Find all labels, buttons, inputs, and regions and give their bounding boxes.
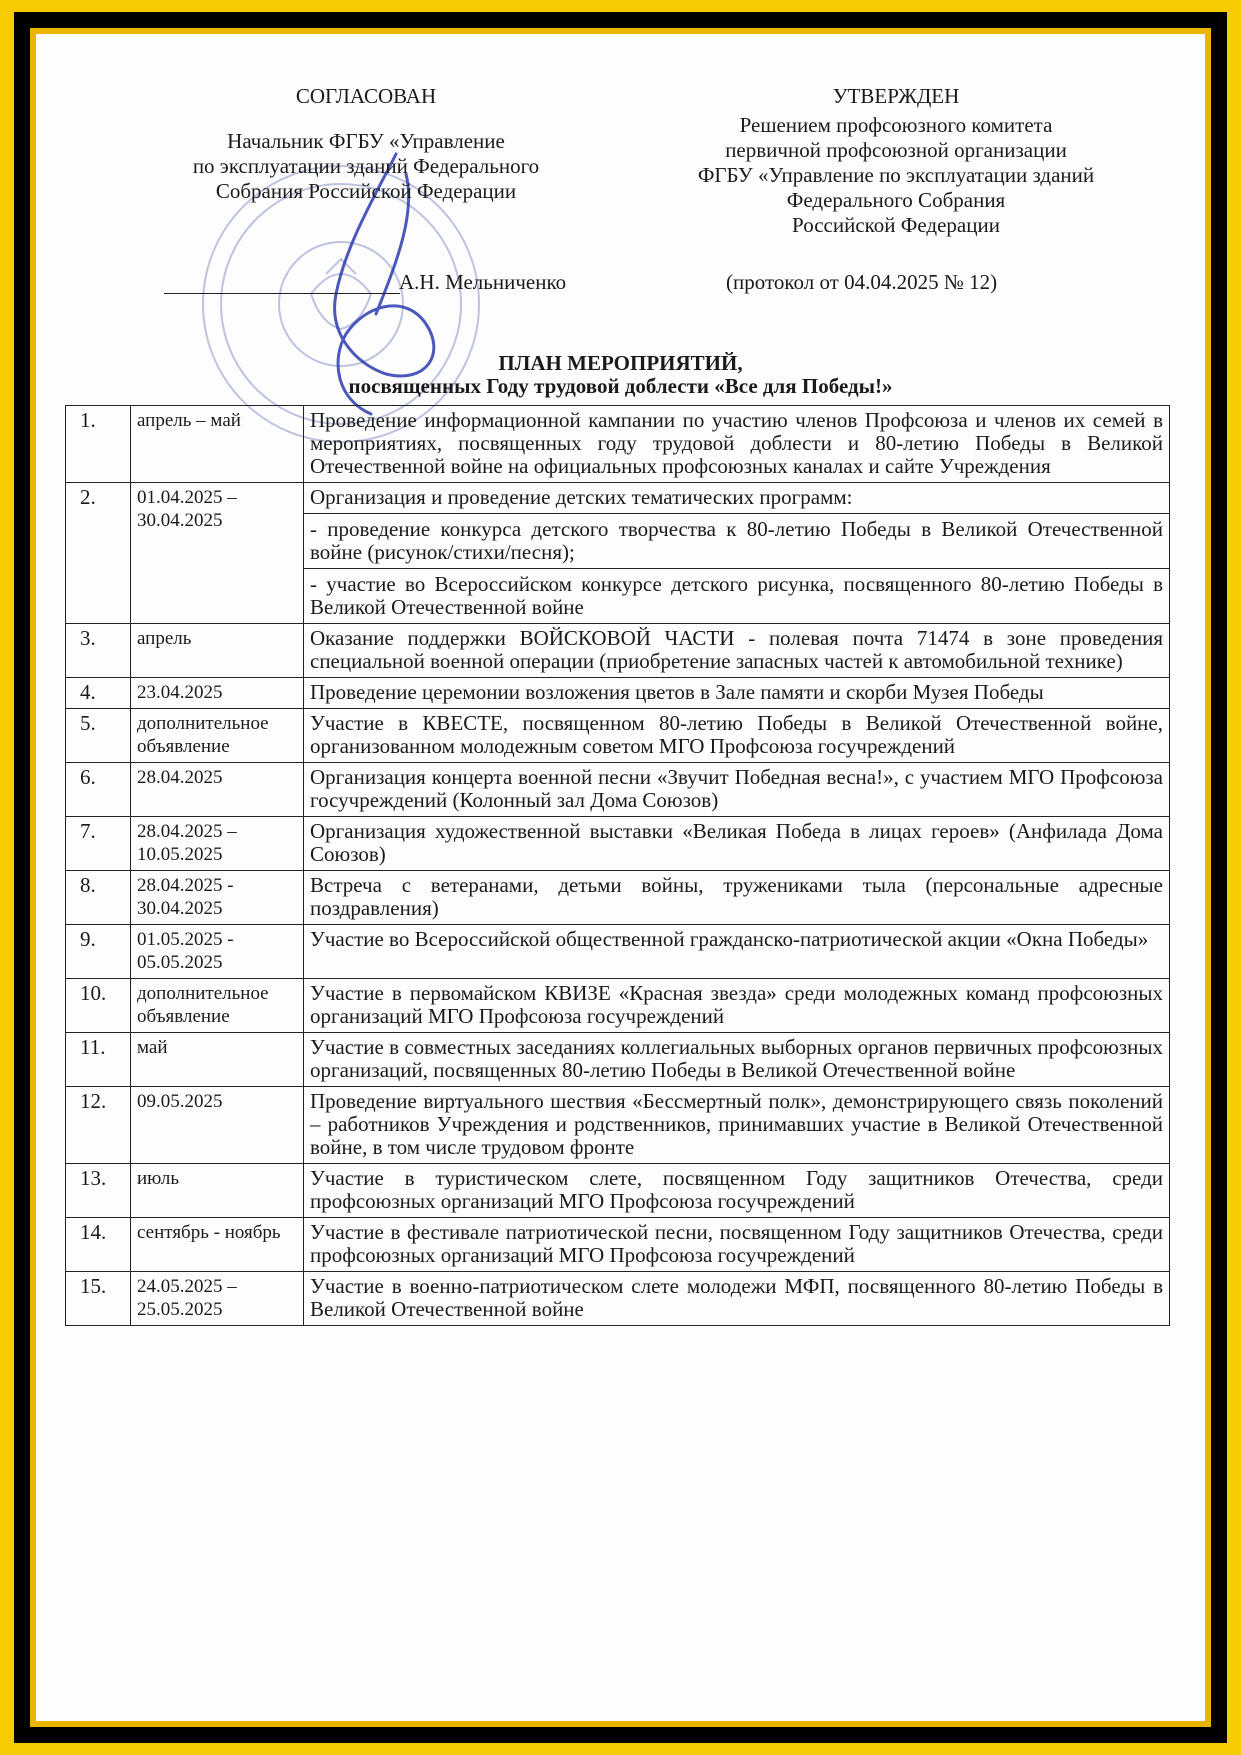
- table-row: [66, 1033, 1170, 1087]
- approval-right-block: [636, 84, 1156, 238]
- row-description: [304, 817, 1170, 871]
- table-row: [66, 1087, 1170, 1164]
- row-description: [304, 1087, 1170, 1164]
- row-description: [304, 483, 1170, 624]
- row-description-text: Участие в туристическом слете, посвященном Году защитников Отечества, среди профсоюзных организаций МГО Профсоюза госучреждений: [310, 1166, 1163, 1213]
- table-row: [66, 709, 1170, 763]
- row-description: [304, 624, 1170, 678]
- row-description: [304, 709, 1170, 763]
- row-date: 23.04.2025: [131, 678, 304, 709]
- row-description: [304, 1218, 1170, 1272]
- approval-left-title: СОГЛАСОВАН: [295, 84, 437, 108]
- row-number: 8.: [66, 871, 131, 925]
- row-number: 15.: [66, 1272, 131, 1326]
- row-date: дополнительное объявление: [131, 709, 304, 763]
- row-description-text: Участие в первомайском КВИЗЕ «Красная звезда» среди молодежных команд профсоюзных организаций МГО Профсоюза госучреждений: [310, 981, 1163, 1028]
- row-description-text: Проведение церемонии возложения цветов в Зале памяти и скорби Музея Победы: [310, 680, 1044, 704]
- row-description-text: Проведение виртуального шествия «Бессмертный полк», демонстрирующего связь поколений – работников Учреждения и родственников, принимавших участие в Великой Отечественной войне, в том числе трудовом фронте: [310, 1089, 1163, 1159]
- row-description-text: Организация художественной выставки «Великая Победа в лицах героев» (Анфилада Дома Союзов): [310, 819, 1163, 866]
- row-number: 11.: [66, 1033, 131, 1087]
- row-number: 12.: [66, 1087, 131, 1164]
- approval-right-line: первичной профсоюзной организации: [725, 138, 1067, 162]
- approval-left-block: [146, 84, 586, 204]
- events-table: [65, 405, 1170, 1326]
- row-date: 28.04.2025 – 10.05.2025: [131, 817, 304, 871]
- document-sheet: [36, 34, 1205, 1721]
- approval-right-line: Федерального Собрания: [786, 188, 1006, 212]
- signature-line: [164, 293, 400, 294]
- row-date: 24.05.2025 – 25.05.2025: [131, 1272, 304, 1326]
- table-row: [66, 871, 1170, 925]
- row-number: 6.: [66, 763, 131, 817]
- row-description-text: Организация концерта военной песни «Звучит Победная весна!», с участием МГО Профсоюза госучреждений (Колонный зал Дома Союзов): [310, 765, 1163, 812]
- row-date: апрель: [131, 624, 304, 678]
- row-description: [304, 763, 1170, 817]
- plan-title: ПЛАН МЕРОПРИЯТИЙ,: [498, 351, 743, 375]
- row-date: 28.04.2025 - 30.04.2025: [131, 871, 304, 925]
- row-date: май: [131, 1033, 304, 1087]
- signatory-name: А.Н. Мельниченко: [399, 270, 567, 294]
- row-description: [304, 1164, 1170, 1218]
- approval-right-line: Решением профсоюзного комитета: [739, 113, 1053, 137]
- table-row: [66, 979, 1170, 1033]
- row-description: [304, 678, 1170, 709]
- approval-right-title: УТВЕРЖДЕН: [832, 84, 960, 108]
- table-row: [66, 1272, 1170, 1326]
- row-description-text: Встреча с ветеранами, детьми войны, тружениками тыла (персональные адресные поздравления): [310, 873, 1163, 920]
- row-date: июль: [131, 1164, 304, 1218]
- row-description: [304, 979, 1170, 1033]
- row-description: [304, 1033, 1170, 1087]
- row-description: [304, 871, 1170, 925]
- table-row: [66, 678, 1170, 709]
- table-row: [66, 925, 1170, 979]
- row-description-text: - участие во Всероссийском конкурсе детского рисунка, посвященного 80-летию Победы в Великой Отечественной войне: [304, 568, 1169, 619]
- row-number: 9.: [66, 925, 131, 979]
- table-row: [66, 817, 1170, 871]
- table-row: [66, 763, 1170, 817]
- row-number: 14.: [66, 1218, 131, 1272]
- row-date: 01.05.2025 - 05.05.2025: [131, 925, 304, 979]
- row-number: 4.: [66, 678, 131, 709]
- row-date: 09.05.2025: [131, 1087, 304, 1164]
- approval-left-line: Собрания Российской Федерации: [215, 179, 517, 203]
- approval-right-line: ФГБУ «Управление по эксплуатации зданий: [697, 163, 1095, 187]
- approval-right-line: Российской Федерации: [792, 213, 1000, 237]
- table-row: [66, 1218, 1170, 1272]
- row-date: сентябрь - ноябрь: [131, 1218, 304, 1272]
- row-number: 3.: [66, 624, 131, 678]
- plan-subtitle: посвященных Году трудовой доблести «Все для Победы!»: [348, 374, 893, 398]
- row-description: [304, 1272, 1170, 1326]
- row-description-text: Участие в военно-патриотическом слете молодежи МФП, посвященного 80-летию Победы в Великой Отечественной войне: [310, 1274, 1163, 1321]
- row-description-text: Проведение информационной кампании по участию членов Профсоюза и членов их семей в мероприятиях, посвященных году трудовой доблести и 80-летию Победы в Великой Отечественной войне на официальных профсоюзных каналах и сайте Учреждения: [310, 408, 1163, 478]
- row-number: 13.: [66, 1164, 131, 1218]
- row-number: 2.: [66, 483, 131, 624]
- table-row: [66, 624, 1170, 678]
- row-description-text: Участие в КВЕСТЕ, посвященном 80-летию Победы в Великой Отечественной войне, организованном молодежным советом МГО Профсоюза госучреждений: [310, 711, 1163, 758]
- approval-left-line: по эксплуатации зданий Федерального: [192, 154, 540, 178]
- row-number: 10.: [66, 979, 131, 1033]
- approval-left-line: Начальник ФГБУ «Управление: [227, 129, 505, 153]
- row-number: 5.: [66, 709, 131, 763]
- row-description-text: Организация и проведение детских тематических программ:: [310, 485, 853, 509]
- row-description-text: Участие во Всероссийской общественной гражданско-патриотической акции «Окна Победы»: [310, 927, 1149, 951]
- row-date: апрель – май: [131, 406, 304, 483]
- row-number: 1.: [66, 406, 131, 483]
- row-description: [304, 406, 1170, 483]
- row-description-text: Участие в фестивале патриотической песни, посвященном Году защитников Отечества, среди профсоюзных организаций МГО Профсоюза госучреждений: [310, 1220, 1163, 1267]
- table-row: [66, 483, 1170, 624]
- protocol-reference: (протокол от 04.04.2025 № 12): [726, 270, 998, 294]
- row-date: 28.04.2025: [131, 763, 304, 817]
- row-description-text: Участие в совместных заседаниях коллегиальных выборных органов первичных профсоюзных организаций, посвященных 80-летию Победы в Великой Отечественной войне: [310, 1035, 1163, 1082]
- table-row: [66, 406, 1170, 483]
- table-row: [66, 1164, 1170, 1218]
- row-date: дополнительное объявление: [131, 979, 304, 1033]
- row-description-text: Оказание поддержки ВОЙСКОВОЙ ЧАСТИ - полевая почта 71474 в зоне проведения специальной военной операции (приобретение запасных частей к автомобильной технике): [310, 626, 1163, 673]
- row-description: [304, 925, 1170, 979]
- row-description-text: - проведение конкурса детского творчества к 80-летию Победы в Великой Отечественной войне (рисунок/стихи/песня);: [304, 513, 1169, 564]
- row-date: 01.04.2025 – 30.04.2025: [131, 483, 304, 624]
- row-number: 7.: [66, 817, 131, 871]
